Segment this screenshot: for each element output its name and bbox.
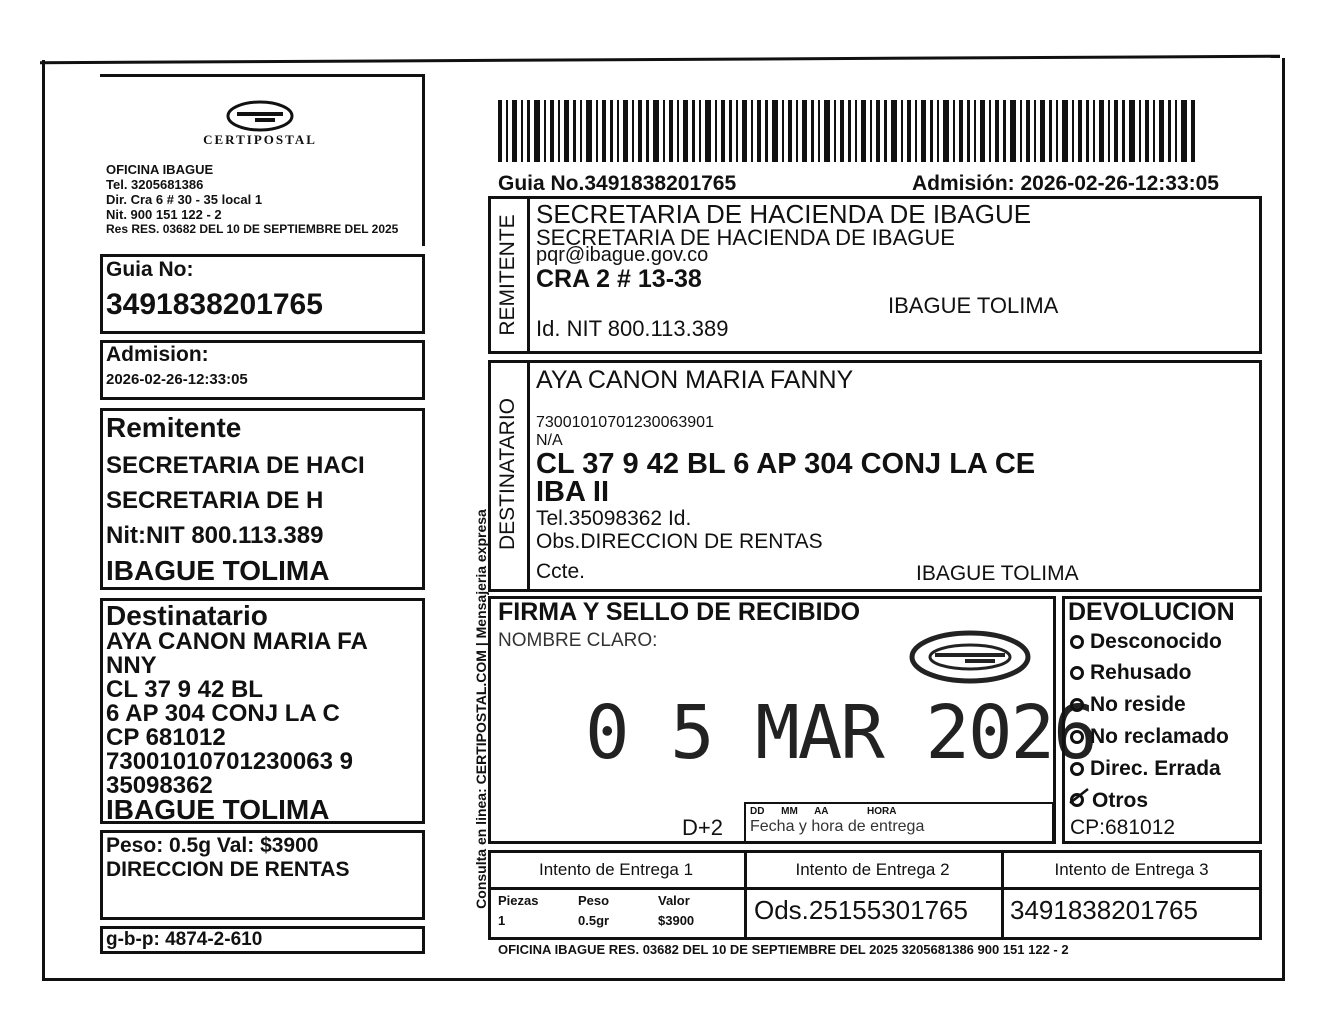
destinatario-left-title: Destinatario [106,600,268,631]
d2-label: D+2 [682,815,723,840]
destinatario-address1: CL 37 9 42 BL 6 AP 304 CONJ LA CE [536,448,1036,480]
office-name: OFICINA IBAGUE [106,162,214,177]
remitente-name2: SECRETARIA DE HACIENDA DE IBAGUE [536,225,955,250]
radio-circle-icon [1070,666,1084,680]
option-no-reclamado[interactable]: No reclamado [1070,725,1229,749]
destinatario-address2: IBA II [536,476,610,508]
guia-label: Guia No: [106,258,194,281]
firma-nombre: NOMBRE CLARO: [498,630,658,651]
destinatario-left-line: CL 37 9 42 BL [106,676,263,703]
destinatario-left-line: AYA CANON MARIA FA [106,628,368,655]
guia-number: 3491838201765 [106,288,323,321]
radio-circle-icon [1070,635,1084,649]
side-vertical-text: Consulta en linea: CERTIPOSTAL.COM | Mensajeria expresa [473,509,489,909]
scan-edge-top [40,55,1280,64]
fecha-header: DD MM AA HORA [750,806,897,817]
scan-edge-bottom [42,978,1285,981]
devolucion-cp: CP:681012 [1070,816,1176,839]
peso-value: 0.5gr [578,913,610,928]
peso-label: Peso [578,893,610,908]
footer-text: OFICINA IBAGUE RES. 03682 DEL 10 DE SEPTIEMBRE DEL 2025 3205681386 900 151 122 - 2 [498,942,1069,957]
intento-3: Intento de Entrega 3 [1054,860,1209,879]
intento-1: Intento de Entrega 1 [538,860,694,879]
remitente-left-line: SECRETARIA DE H [106,487,324,514]
destinatario-left-line: NNY [106,652,157,679]
scan-edge-left [42,60,45,980]
destinatario-na: N/A [536,432,563,449]
logo-text: CERTIPOSTAL [203,132,317,147]
peso-text: Peso: 0.5g Val: $3900 [106,834,319,857]
office-tel: Tel. 3205681386 [106,177,204,192]
office-dir: Dir. Cra 6 # 30 - 35 local 1 [106,192,263,207]
destinatario-left-line: IBAGUE TOLIMA [106,794,330,825]
firma-title: FIRMA Y SELLO DE RECIBIDO [498,598,861,626]
option-desconocido[interactable]: Desconocido [1070,630,1222,654]
checked-circle-icon [1070,793,1086,809]
remitente-left-title: Remitente [106,412,242,443]
remitente-left-line: Nit:NIT 800.113.389 [106,522,324,549]
stamp-logo [905,626,1035,688]
radio-circle-icon [1070,698,1084,712]
destinatario-left-line: 35098362 [106,772,213,799]
gbp-text: g-b-p: 4874-2-610 [106,929,263,950]
barcode [498,100,1198,162]
admision-value: 2026-02-26-12:33:05 [106,371,248,388]
valor-value: $3900 [658,913,695,928]
radio-circle-icon [1070,730,1084,744]
destinatario-code: 73001010701230063901 [536,414,714,431]
office-res: Res RES. 03682 DEL 10 DE SEPTIEMBRE DEL 2025 [106,222,399,236]
option-otros[interactable]: Otros [1070,789,1148,813]
destinatario-name: AYA CANON MARIA FANNY [536,366,854,394]
radio-circle-icon [1070,762,1084,776]
valor-label: Valor [658,893,690,908]
obs-text: DIRECCION DE RENTAS [106,858,350,881]
option-rehusado[interactable]: Rehusado [1070,661,1192,685]
remitente-id: Id. NIT 800.113.389 [536,316,729,341]
office-nit: Nit. 900 151 122 - 2 [106,207,222,222]
destinatario-city: IBAGUE TOLIMA [916,562,1079,585]
destinatario-divider [527,360,530,592]
ods-number: Ods.25155301765 [754,895,968,925]
certipostal-logo [175,96,345,154]
intento-2: Intento de Entrega 2 [795,860,950,879]
remitente-divider [527,196,530,354]
remitente-name1: SECRETARIA DE HACIENDA DE IBAGUE [536,199,1032,229]
header-admision: Admisión: 2026-02-26-12:33:05 [912,172,1219,195]
destinatario-left-line: 73001010701230063 9 [106,748,353,775]
option-no-reside[interactable]: No reside [1070,693,1186,717]
header-guia: Guia No.3491838201765 [498,172,737,195]
option-direc-errada[interactable]: Direc. Errada [1070,757,1221,781]
destinatario-ccte: Ccte. [536,560,586,583]
remitente-email: pqr@ibague.gov.co [536,244,709,266]
piezas-label: Piezas [498,893,539,908]
fecha-label: Fecha y hora de entrega [750,818,925,835]
admision-label: Admision: [106,343,209,366]
destinatario-left-line: CP 681012 [106,724,226,751]
devolucion-title: DEVOLUCION [1068,598,1235,626]
piezas-value: 1 [498,913,506,928]
destinatario-tel: Tel.35098362 Id. [536,507,692,530]
remitente-left-line: IBAGUE TOLIMA [106,555,330,586]
remitente-vertical-label: REMITENTE [496,214,519,336]
destinatario-obs: Obs.DIRECCION DE RENTAS [536,530,823,553]
destinatario-vertical-label: DESTINATARIO [496,397,519,551]
scan-edge-right [1282,58,1285,978]
destinatario-left-line: 6 AP 304 CONJ LA C [106,700,340,727]
date-stamp: 0 5 MAR 2026 [585,690,1096,776]
bottom-guia-number: 3491838201765 [1010,895,1198,925]
remitente-left-line: SECRETARIA DE HACI [106,452,365,479]
remitente-address: CRA 2 # 13-38 [536,265,702,293]
remitente-city: IBAGUE TOLIMA [888,293,1059,318]
